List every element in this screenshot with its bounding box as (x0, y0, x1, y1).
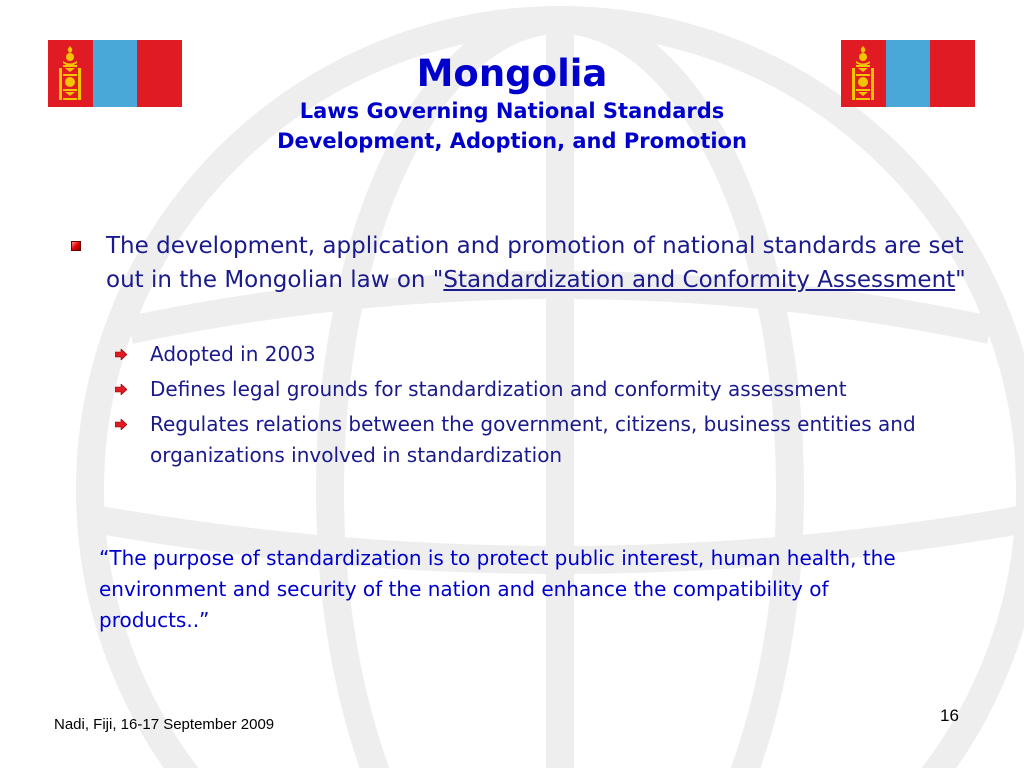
slide-subtitle-line1: Laws Governing National Standards (299, 99, 725, 123)
sub-bullet-list (112, 339, 992, 475)
page-number: 16 (940, 706, 959, 725)
red-arrow-bullet-icon (115, 419, 127, 430)
sub-bullet-text: Defines legal grounds for standardization and conformity assessment (150, 377, 847, 401)
main-bullet-text (106, 229, 966, 297)
footer-location-date: Nadi, Fiji, 16-17 September 2009 (54, 716, 275, 733)
slide-title: Mongolia (416, 52, 608, 95)
slide-header (180, 52, 844, 156)
mongolia-flag-icon (48, 40, 182, 107)
list-item (112, 409, 992, 471)
slide-subtitle-line2: Development, Adoption, and Promotion (277, 129, 747, 153)
law-link[interactable]: Standardization and Conformity Assessment (443, 267, 956, 293)
main-bullet-intro: The development, application and promotion of national standards are set out in the Mongolian law on " (106, 233, 964, 293)
main-bullet-close: " (955, 267, 966, 293)
list-item (112, 374, 992, 405)
sub-bullet-text: Regulates relations between the government, citizens, business entities and organizations involved in standardization (150, 412, 916, 467)
mongolia-flag-icon (841, 40, 975, 107)
purpose-quote: “The purpose of standardization is to protect public interest, human health, the environment and security of the nation and enhance the compatibility of products..” (99, 546, 896, 632)
red-arrow-bullet-icon (115, 349, 127, 360)
red-arrow-bullet-icon (115, 384, 127, 395)
sub-bullet-text: Adopted in 2003 (150, 342, 316, 366)
list-item (112, 339, 992, 370)
red-square-bullet-icon (71, 241, 81, 251)
